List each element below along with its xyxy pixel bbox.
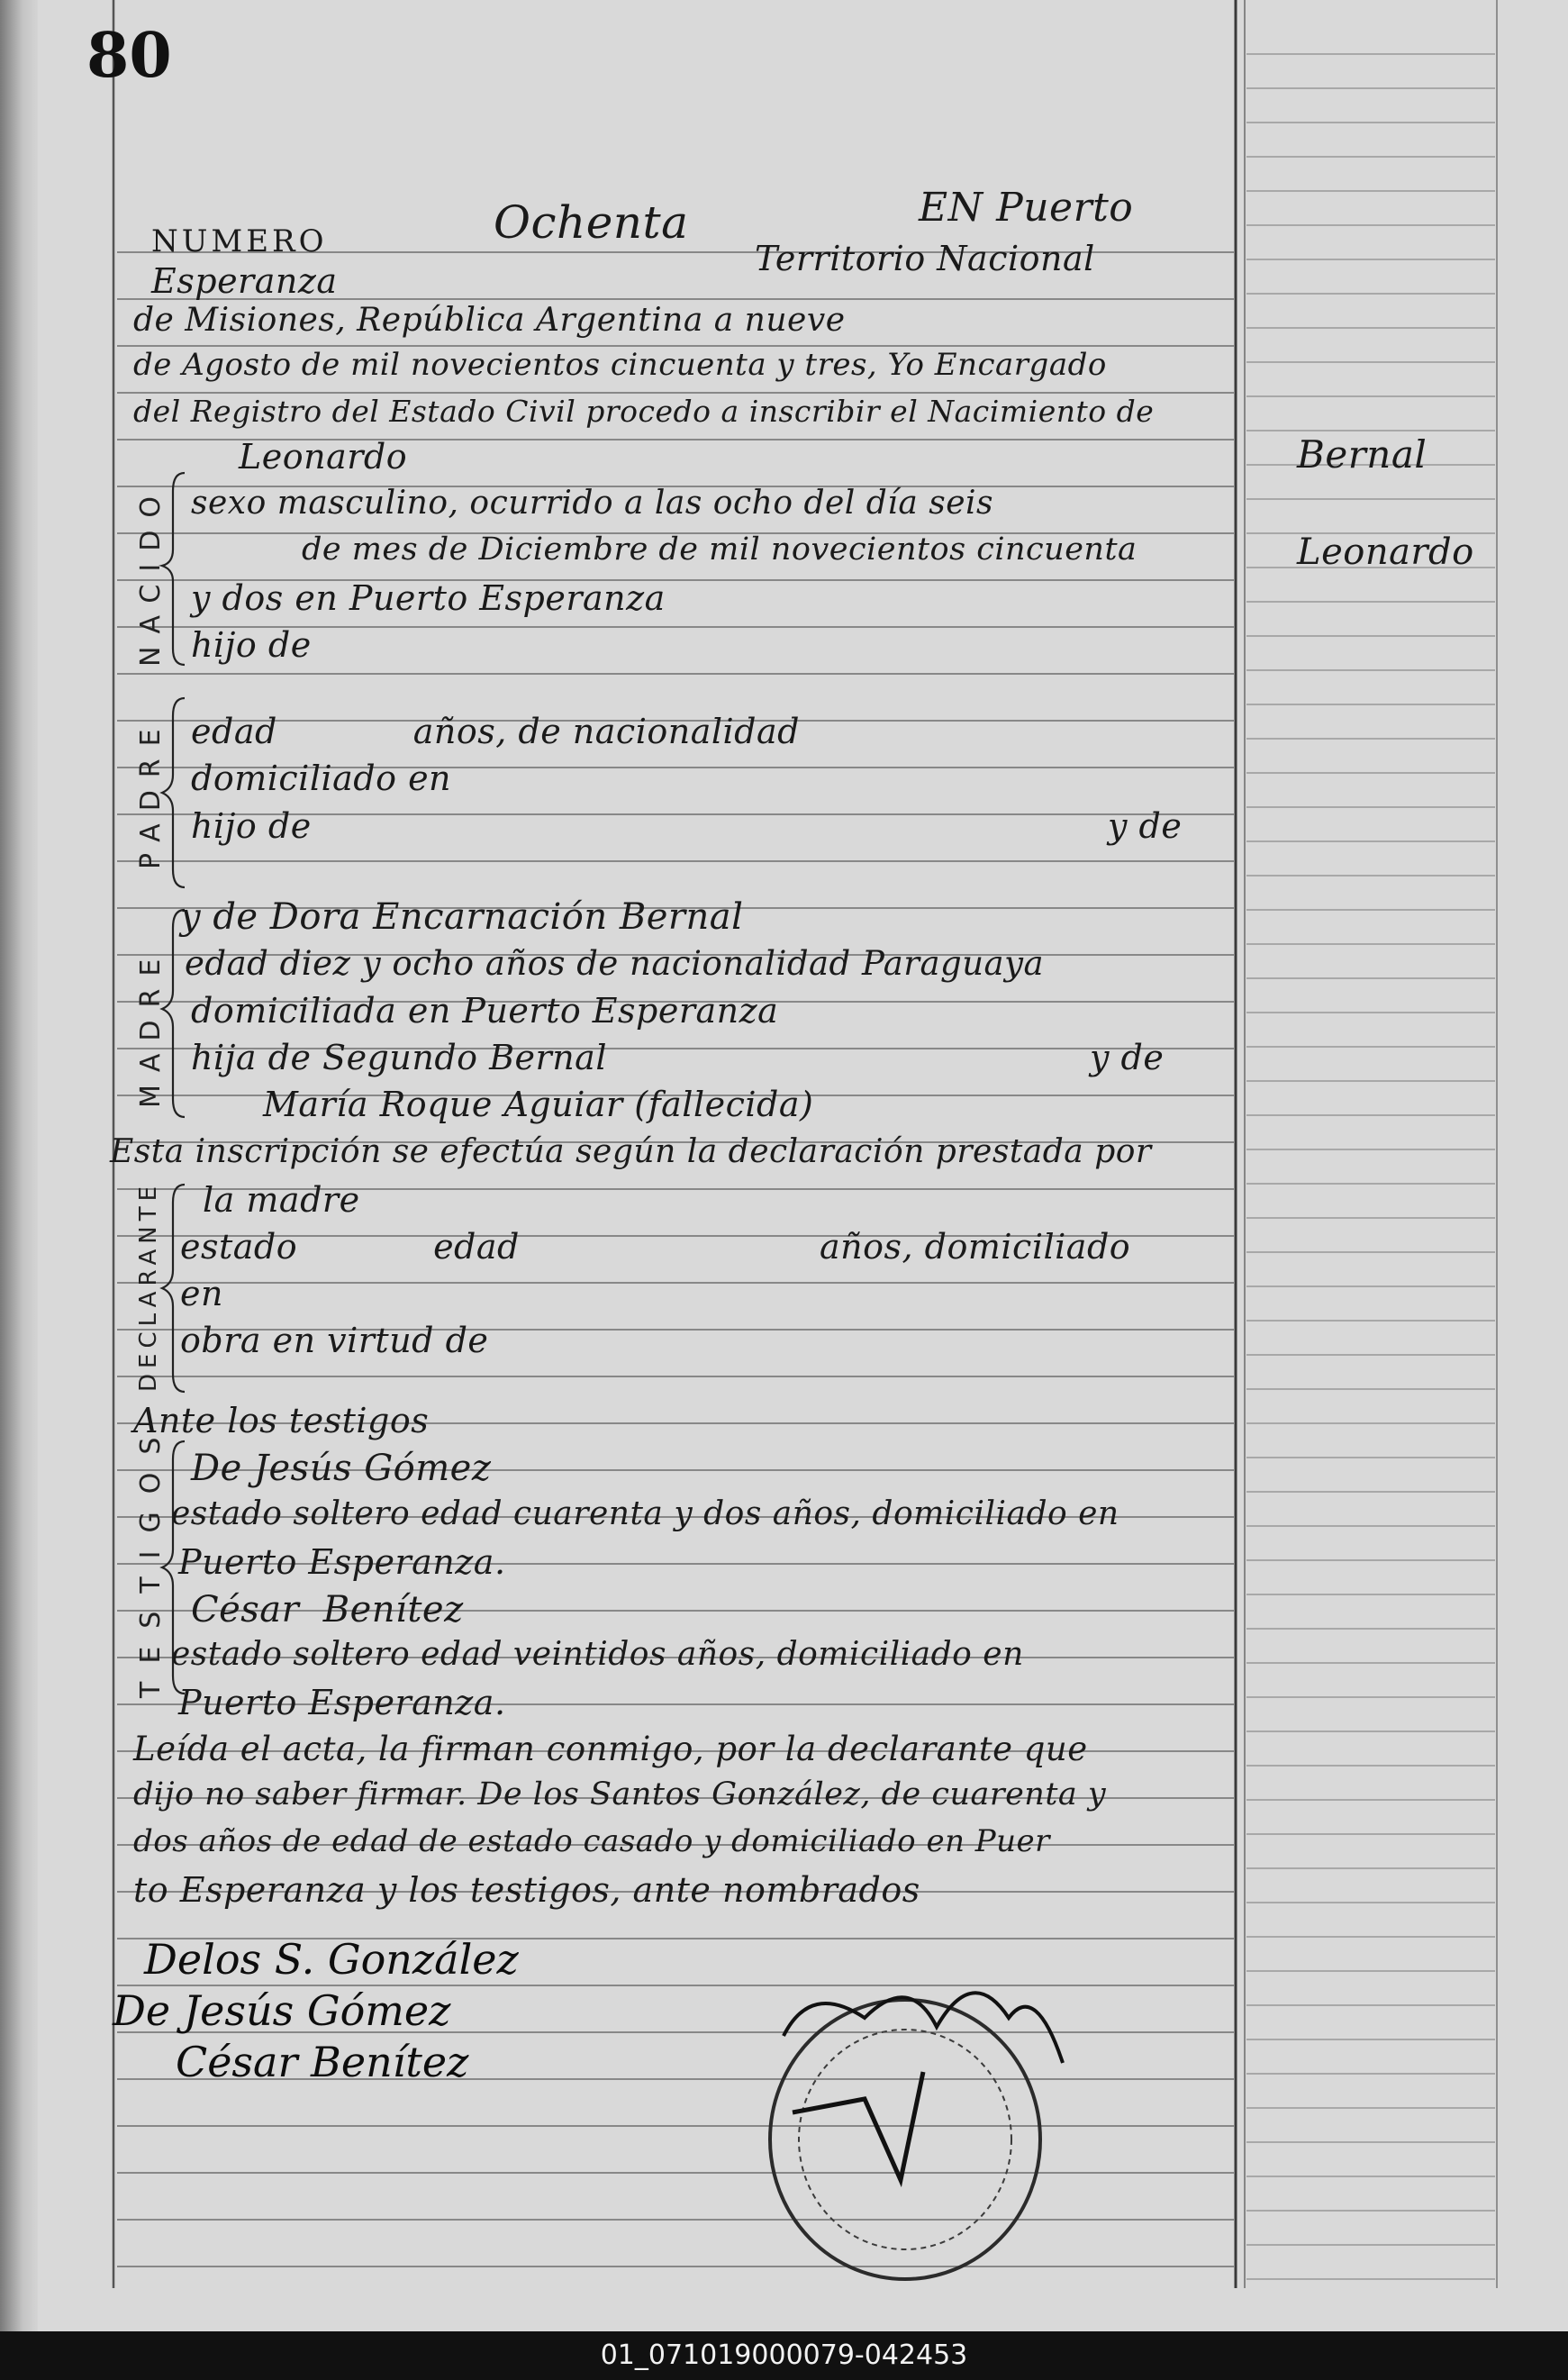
testigo-1-line-1: estado soltero edad cuarenta y dos años, domiciliado en <box>171 1495 1119 1532</box>
declarante-line-2b: años, domiciliado <box>820 1227 1131 1267</box>
esperanza: Esperanza <box>151 261 338 301</box>
label-nacido: NACIDO <box>135 484 167 667</box>
numero-value: Ochenta <box>494 196 689 249</box>
declarante-line-2: estado edad <box>180 1227 520 1267</box>
madre-line-4: María Roque Aguiar (fallecida) <box>263 1085 814 1124</box>
testigo-2-line-2: Puerto Esperanza. <box>178 1683 506 1722</box>
signature-witness-1: De Jesús Gómez <box>113 1986 451 2035</box>
madre-line-0: y de Dora Encarnación Bernal <box>180 896 744 938</box>
margin-given-name: Leonardo <box>1297 531 1474 573</box>
nacido-line-1: sexo masculino, ocurrido a las ocho del día seis <box>191 485 993 522</box>
testigo-1-name: De Jesús Gómez <box>191 1448 492 1489</box>
label-declarante: DECLARANTE <box>135 1180 162 1392</box>
page-number: 80 <box>86 20 172 92</box>
testigo-1-line-2: Puerto Esperanza. <box>178 1542 506 1582</box>
signature-declarante: Delos S. González <box>144 1935 519 1984</box>
madre-line-3: hija de Segundo Bernal <box>191 1038 607 1077</box>
declarante-line-4: obra en virtud de <box>180 1321 489 1360</box>
label-padre: PADRE <box>135 716 167 869</box>
padre-line-3b: y de <box>1108 806 1183 846</box>
header-line-3: de Misiones, República Argentina a nueve <box>133 302 846 339</box>
padre-line-1: edad años, de nacionalidad <box>191 712 800 751</box>
nacido-line-3: y dos en Puerto Esperanza <box>191 578 666 618</box>
header-line-5: del Registro del Estado Civil procedo a inscribir el Nacimiento de <box>133 394 1155 429</box>
madre-line-1: edad diez y ocho años de nacionalidad Paraguaya <box>185 944 1045 983</box>
closing-line-4: to Esperanza y los testigos, ante nombrados <box>133 1870 920 1910</box>
en-puerto: EN Puerto <box>919 185 1134 231</box>
numero-label: NUMERO <box>151 223 328 259</box>
margin-surname: Bernal <box>1297 432 1428 477</box>
testigo-2-name: César Benítez <box>191 1589 464 1631</box>
nacido-name: Leonardo <box>239 437 408 477</box>
padre-line-2: domiciliado en <box>191 759 452 798</box>
madre-line-3b: y de <box>1090 1038 1165 1077</box>
testigo-2-line-1: estado soltero edad veintidos años, domiciliado en <box>171 1636 1024 1673</box>
label-testigos: TESTIGOS <box>135 1419 167 1698</box>
closing-line-2: dijo no saber firmar. De los Santos González, de cuarenta y <box>133 1776 1107 1812</box>
label-madre: MADRE <box>135 946 167 1108</box>
testigos-line-0: Ante los testigos <box>133 1401 430 1440</box>
header-line-4: de Agosto de mil novecientos cincuenta y tres, Yo Encargado <box>133 347 1107 383</box>
nacido-line-2: de mes de Diciembre de mil novecientos cincuenta <box>302 531 1137 568</box>
declarante-line-3: en <box>180 1274 223 1313</box>
declarante-line-1: la madre <box>203 1180 360 1220</box>
territorio: Territorio Nacional <box>755 239 1095 278</box>
image-id-footer: 01_071019000079-042453 <box>0 2331 1568 2380</box>
closing-line-1: Leída el acta, la firman conmigo, por la declarante que <box>133 1730 1088 1768</box>
padre-line-3: hijo de <box>191 806 312 846</box>
nacido-line-4: hijo de <box>191 625 312 665</box>
madre-line-2: domiciliada en Puerto Esperanza <box>191 991 779 1031</box>
closing-line-3: dos años de edad de estado casado y domiciliado en Puer <box>133 1823 1050 1859</box>
signature-witness-2: César Benítez <box>176 2038 469 2086</box>
declarante-line-0: Esta inscripción se efectúa según la declaración prestada por <box>110 1133 1152 1170</box>
